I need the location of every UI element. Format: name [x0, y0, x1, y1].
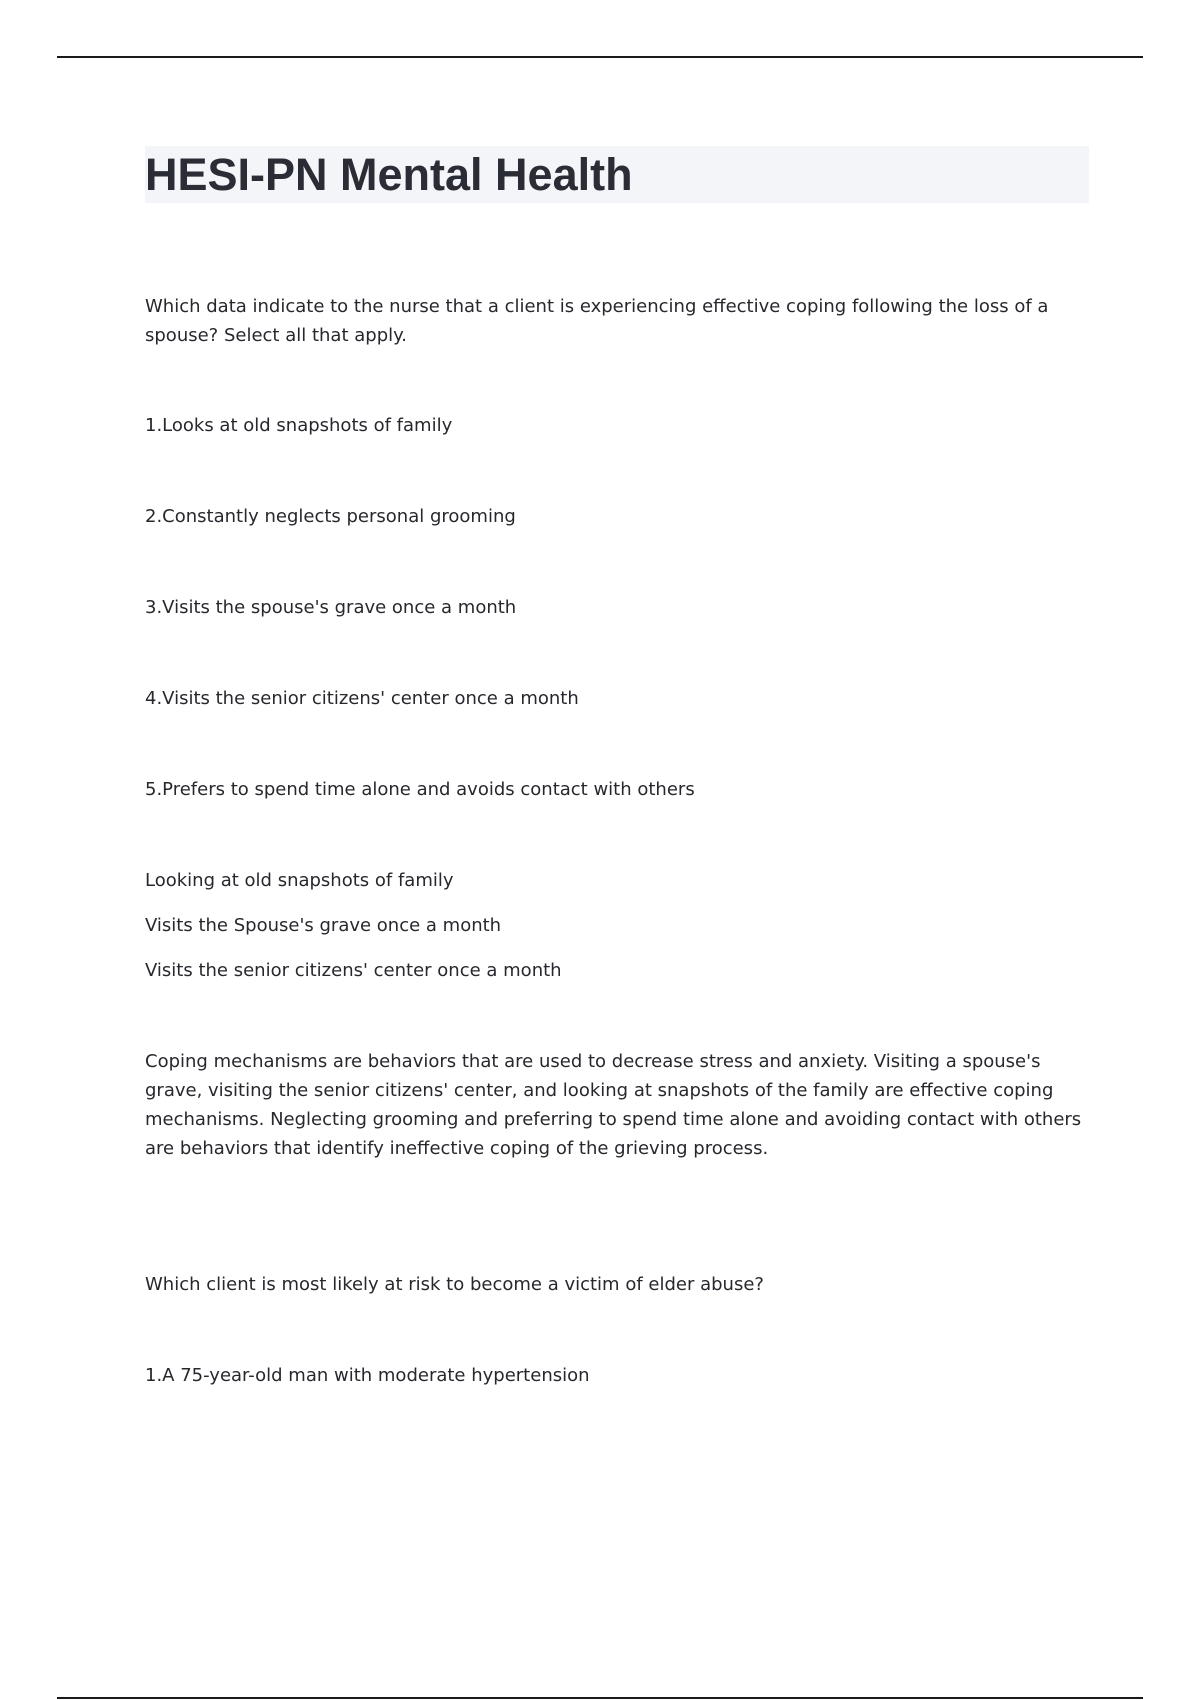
question-2-text: Which client is most likely at risk to become a victim of elder abuse? [145, 1274, 764, 1295]
top-divider [57, 56, 1143, 58]
question-1-option-1: 1.Looks at old snapshots of family [145, 415, 453, 436]
question-2-option-1: 1.A 75-year-old man with moderate hypertension [145, 1365, 590, 1386]
bottom-divider [57, 1697, 1143, 1699]
question-1-option-4: 4.Visits the senior citizens' center once a month [145, 688, 579, 709]
question-1-answer-3: Visits the senior citizens' center once a month [145, 960, 562, 981]
question-1-rationale: Coping mechanisms are behaviors that are used to decrease stress and anxiety. Visiting a spouse's grave, visiting the senior citizens' center, and looking at snapshots of the family are effective coping mechanisms. Neglecting grooming and preferring to spend time alone and avoiding contact with others are behaviors that identify ineffective coping of the grieving process. [145, 1051, 1082, 1159]
question-1-text: Which data indicate to the nurse that a client is experiencing effective coping following the loss of a spouse? Select all that apply. [145, 296, 1049, 346]
question-1-option-5: 5.Prefers to spend time alone and avoids contact with others [145, 779, 695, 800]
question-1-answer-1: Looking at old snapshots of family [145, 870, 454, 891]
document-title: HESI-PN Mental Health [145, 149, 633, 200]
question-1-answer-2: Visits the Spouse's grave once a month [145, 915, 502, 936]
question-1-option-2: 2.Constantly neglects personal grooming [145, 506, 516, 527]
question-1-option-3: 3.Visits the spouse's grave once a month [145, 597, 517, 618]
